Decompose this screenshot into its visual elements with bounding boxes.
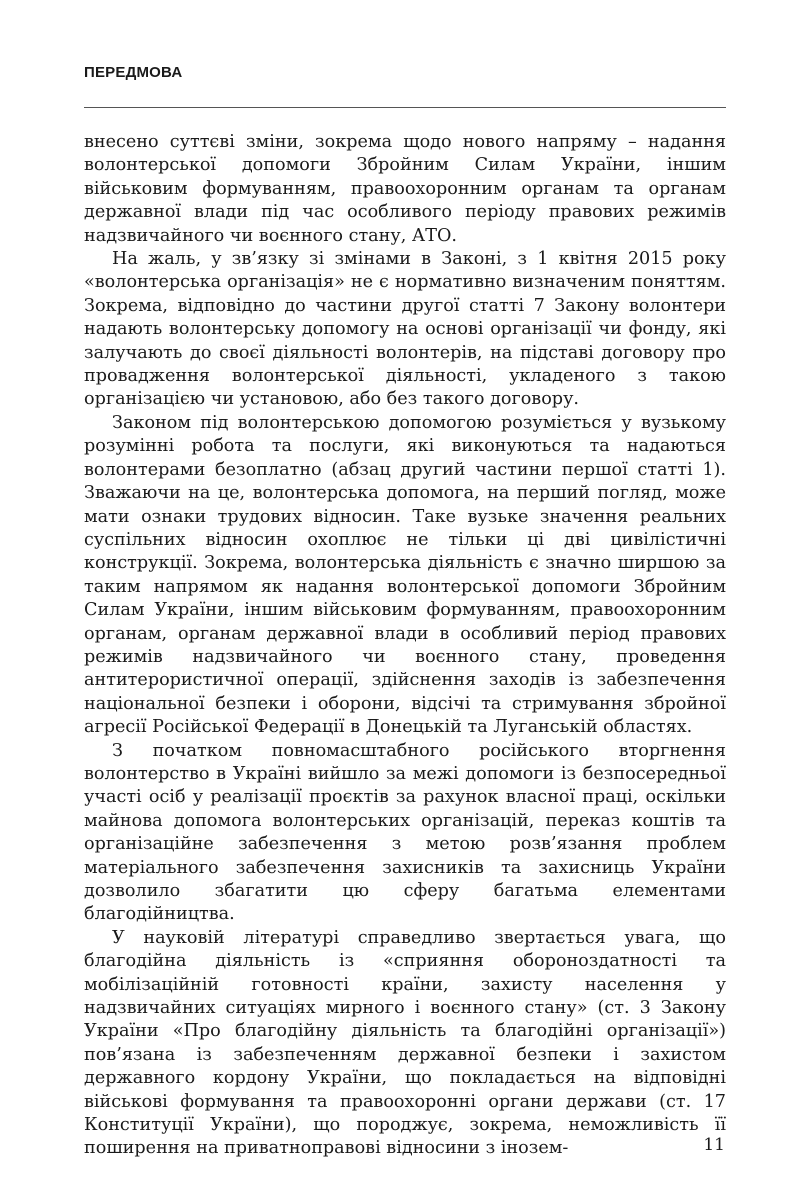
paragraph-3: Законом під волонтерською допомогою розуміється у вузькому розумінні робота та послуги, які виконуються та надаються волонтерами безоплатно (абзац другий частини першої статті 1). Зважаючи на це, волонтерська допомога, на перший погляд, може мати ознаки трудових відносин. Таке вузьке значення реальних суспільних відносин охоплює не тільки ці дві цивілістичні конструкції. Зокрема, волонтерська діяльність є значно ширшою за таким напрямом як надання волонтерської допомоги Збройним Силам України, іншим військовим формуванням, правоохоронним органам, органам державної влади в особливий період правових режимів надзвичайного чи воєнного стану, проведення антитерористичної операції, здійснення заходів із забезпечення національної безпеки і оборони, відсічі та стримування збройної агресії Російської Федерації в Донецькій та Луганській областях. bbox=[84, 412, 726, 738]
paragraph-5: У науковій літературі справедливо звертається увага, що благодійна діяльність із «сприяння обороноздатності та мобілізаційній готовності країни, захисту населення у надзвичайних ситуаціях мирного і воєнного стану» (ст. 3 Закону України «Про благодійну діяльність та благодійні організації») пов’язана із забезпеченням державної безпеки і захистом державного кордону України, що покладається на відповідні військові формування та правоохоронні органи держави (ст. 17 Конституції України), що породжує, зокрема, неможливість її поширення на приватноправові відносини з інозем- bbox=[84, 927, 726, 1159]
running-head-title: ПЕРЕДМОВА bbox=[84, 64, 183, 81]
paragraph-1: внесено суттєві зміни, зокрема щодо нового напряму – надання волонтерської допомоги Збройним Силам України, іншим військовим формуванням, правоохоронним органам та органам державної влади під час особливого періоду правових режимів надзвичайного чи воєнного стану, АТО. bbox=[84, 132, 726, 246]
body-text bbox=[84, 131, 726, 1161]
header-rule bbox=[84, 107, 726, 108]
paragraph-4: З початком повномасштабного російського вторгнення волонтерство в Україні вийшло за межі допомоги із безпосередньої участі осіб у реалізації проєктів за рахунок власної праці, оскільки майнова допомога волонтерських організацій, переказ коштів та організаційне забезпечення з метою розв’язання проблем матеріального забезпечення захисників та захисниць України дозволило збагатити цю сферу багатьма елементами благодійництва. bbox=[84, 740, 726, 925]
page-number: 11 bbox=[703, 1135, 725, 1155]
paragraph-2: На жаль, у зв’язку зі змінами в Законі, з 1 квітня 2015 року «волонтерська організація» не є нормативно визначеним поняттям. Зокрема, відповідно до частини другої статті 7 Закону волонтери надають волонтерську допомогу на основі організації чи фонду, які залучають до своєї діяльності волонтерів, на підставі договору про провадження волонтерської діяльності, укладеного з такою організацією чи установою, або без такого договору. bbox=[84, 249, 726, 410]
